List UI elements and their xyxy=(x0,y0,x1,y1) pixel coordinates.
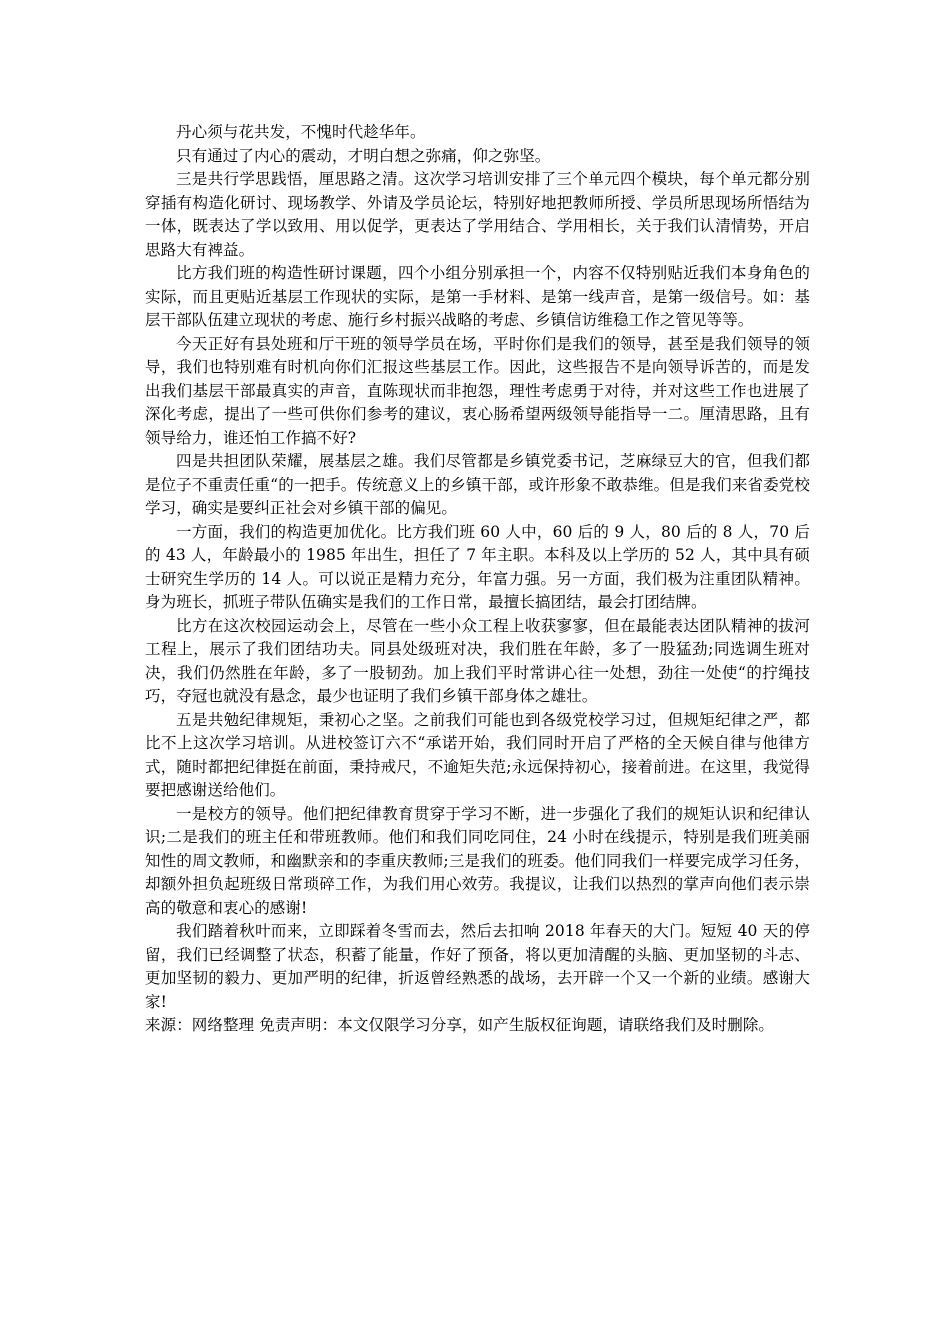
paragraph: 三是共行学思践悟，厘思路之清。这次学习培训安排了三个单元四个模块，每个单元都分别穿插有构造化研讨、现场教学、外请及学员论坛，特别好地把教师所授、学员所思现场所悟结为一体，既表达了学以致用、用以促学，更表达了学用结合、学用相长，关于我们认清情势，开启思路大有裨益。 xyxy=(145,170,810,259)
paragraph: 四是共担团队荣耀，展基层之雄。我们尽管都是乡镇党委书记，芝麻绿豆大的官，但我们都是位子不重责任重“的一把手。传统意义上的乡镇干部，或许形象不敢恭维。但是我们来省委党校学习，确实是要纠正社会对乡镇干部的偏见。 xyxy=(145,452,810,517)
source-disclaimer: 来源：网络整理 免责声明：本文仅限学习分享，如产生版权征询题，请联络我们及时删除。 xyxy=(145,1016,775,1034)
paragraph: 比方我们班的构造性研讨课题，四个小组分别承担一个，内容不仅特别贴近我们本身角色的实际，而且更贴近基层工作现状的实际，是第一手材料、是第一线声音，是第一级信号。如：基层干部队伍建立现状的考虑、施行乡村振兴战略的考虑、乡镇信访维稳工作之管见等等。 xyxy=(145,264,810,329)
paragraph: 五是共勉纪律规矩，秉初心之坚。之前我们可能也到各级党校学习过，但规矩纪律之严，都比不上这次学习培训。从进校签订六不“承诺开始，我们同时开启了严格的全天候自律与他律方式，随时都把纪律挺在前面，秉持戒尺，不逾矩失范;永远保持初心，接着前进。在这里，我觉得要把感谢送给他们。 xyxy=(145,710,810,799)
paragraph: 丹心须与花共发，不愧时代趁华年。 xyxy=(176,123,426,141)
document-body xyxy=(145,121,810,1038)
paragraph: 我们踏着秋叶而来，立即踩着冬雪而去，然后去扣响 2018 年春天的大门。短短 40 天的停留，我们已经调整了状态，积蓄了能量，作好了预备，将以更加清醒的头脑、更加坚韧的斗志、更加坚韧的毅力、更加严明的纪律，折返曾经熟悉的战场，去开辟一个又一个新的业绩。感谢大家! xyxy=(145,922,810,1011)
paragraph: 只有通过了内心的震动，才明白想之弥痛，仰之弥坚。 xyxy=(176,146,551,165)
paragraph: 一方面，我们的构造更加优化。比方我们班 60 人中，60 后的 9 人，80 后的 8 人，70 后的 43 人，年龄最小的 1985 年出生，担任了 7 年主职。本科及以上学历的 52 人，其中具有硕士研究生学历的 14 人。可以说正是精力充分，年富力强。另一方面，我们极为注重团队精神。身为班长，抓班子带队伍确实是我们的工作日常，最擅长搞团结，最会打团结牌。 xyxy=(145,522,810,611)
paragraph: 一是校方的领导。他们把纪律教育贯穿于学习不断，进一步强化了我们的规矩认识和纪律认识;二是我们的班主任和带班教师。他们和我们同吃同住，24 小时在线提示，特别是我们班美丽知性的周文教师，和幽默亲和的李重庆教师;三是我们的班委。他们同我们一样要完成学习任务，却额外担负起班级日常琐碎工作，为我们用心效劳。我提议，让我们以热烈的掌声向他们表示崇高的敬意和衷心的感谢! xyxy=(145,804,810,917)
paragraph: 比方在这次校园运动会上，尽管在一些小众工程上收获寥寥，但在最能表达团队精神的拔河工程上，展示了我们团结功夫。同县处级班对决，我们胜在年龄，多了一股猛劲;同选调生班对决，我们仍然胜在年龄，多了一股韧劲。加上我们平时常讲心往一处想，劲往一处使“的拧绳技巧，夺冠也就没有悬念，最少也证明了我们乡镇干部身体之雄壮。 xyxy=(145,616,810,705)
paragraph: 今天正好有县处班和厅干班的领导学员在场，平时你们是我们的领导，甚至是我们领导的领导，我们也特别难有时机向你们汇报这些基层工作。因此，这些报告不是向领导诉苦的，而是发出我们基层干部最真实的声音，直陈现状而非抱怨，理性考虑勇于对待，并对这些工作也进展了深化考虑，提出了一些可供你们参考的建议，衷心肠希望两级领导能指导一二。厘清思路，且有领导给力，谁还怕工作搞不好? xyxy=(145,334,810,447)
